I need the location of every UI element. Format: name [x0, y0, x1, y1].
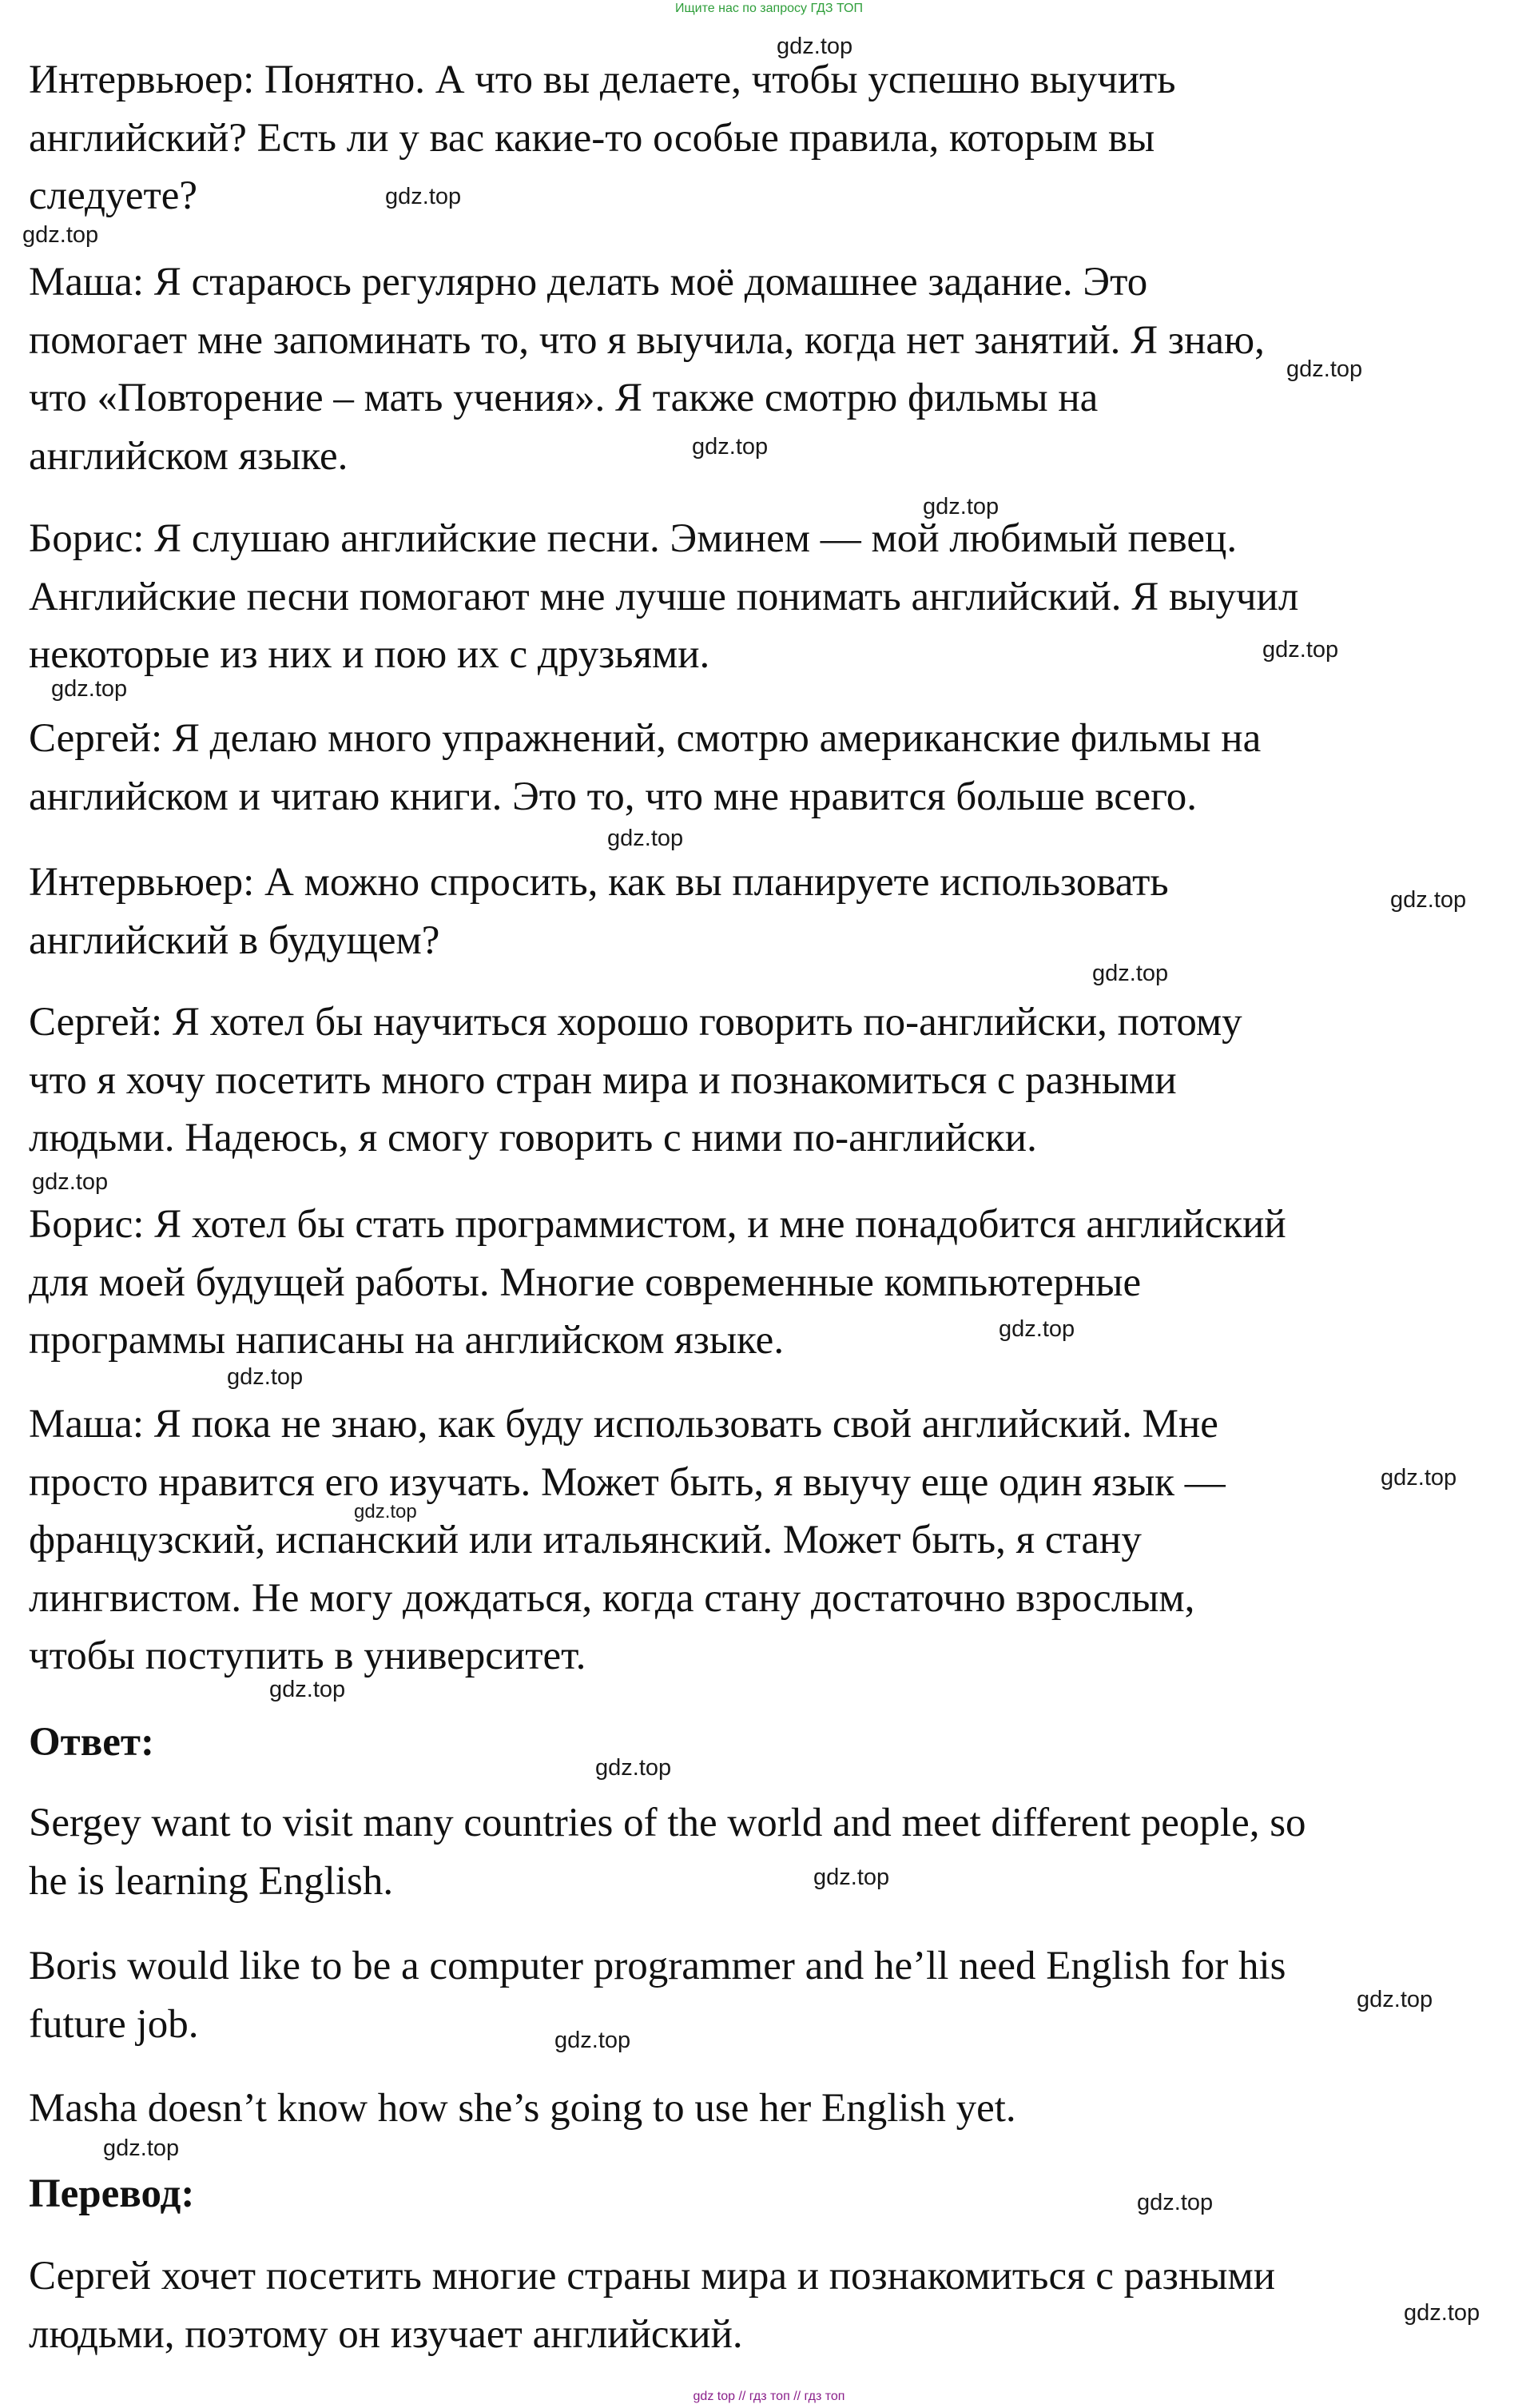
dialogue-paragraph [29, 993, 1515, 1168]
watermark: gdz.top [777, 34, 853, 59]
text-line: лингвистом. Не могу дождаться, когда стану достаточно взрослым, [29, 1575, 1195, 1621]
watermark: gdz.top [607, 826, 684, 851]
watermark: gdz.top [32, 1169, 109, 1195]
translation-heading: Перевод: [29, 2171, 195, 2216]
watermark: gdz.top [51, 676, 128, 702]
text-line: Борис: Я слушаю английские песни. Эминем — мой любимый певец. [29, 516, 1238, 561]
text-line: Интервьюер: А можно спросить, как вы планируете использовать [29, 860, 1169, 905]
watermark: gdz.top [1357, 1987, 1433, 2012]
answer-paragraph [29, 2080, 1515, 2138]
watermark: gdz.top [1092, 961, 1169, 986]
text-line: английском языке. [29, 433, 348, 479]
answer-paragraph [29, 1794, 1515, 1910]
watermark: gdz.top [554, 2028, 631, 2053]
watermark: gdz.top [813, 1865, 890, 1890]
watermark: gdz.top [692, 434, 769, 460]
text-line: Маша: Я пока не знаю, как буду использовать свой английский. Мне [29, 1402, 1218, 1447]
watermark: gdz.top [1262, 637, 1339, 663]
dialogue-paragraph [29, 51, 1515, 225]
text-line: помогает мне запоминать то, что я выучила, когда нет занятий. Я знаю, [29, 317, 1265, 363]
dialogue-paragraph [29, 1196, 1515, 1370]
text-line: для моей будущей работы. Многие современные компьютерные [29, 1260, 1142, 1305]
watermark: gdz.top [385, 184, 462, 209]
watermark: gdz.top [1286, 356, 1363, 382]
text-line: Masha doesn’t know how she’s going to use her English yet. [29, 2086, 1016, 2131]
text-line: Сергей хочет посетить многие страны мира и познакомиться с разными [29, 2254, 1276, 2299]
text-line: Маша: Я стараюсь регулярно делать моё домашнее задание. Это [29, 260, 1148, 304]
text-line: Boris would like to be a computer programmer and he’ll need English for his [29, 1944, 1286, 1988]
watermark: gdz.top [1381, 1465, 1457, 1491]
text-line: Борис: Я хотел бы стать программистом, и мне понадобится английский [29, 1202, 1286, 1247]
text-line: Интервьюер: Понятно. А что вы делаете, чтобы успешно выучить [29, 58, 1176, 102]
text-line: людьми, поэтому он изучает английский. [29, 2311, 743, 2357]
text-line: просто нравится его изучать. Может быть, я выучу еще один язык — [29, 1459, 1226, 1505]
watermark: gdz.top [227, 1364, 304, 1390]
text-line: чтобы поступить в университет. [29, 1634, 586, 1678]
text-line: английский? Есть ли у вас какие-то особые правила, которым вы [29, 115, 1155, 161]
text-line: французский, испанский или итальянский. Может быть, я стану [29, 1518, 1142, 1562]
text-line: Сергей: Я хотел бы научиться хорошо говорить по-английски, потому [29, 1000, 1242, 1045]
answer-paragraph [29, 1937, 1515, 2053]
text-line: программы написаны на английском языке. [29, 1318, 785, 1363]
dialogue-paragraph [29, 1395, 1515, 1686]
watermark: gdz.top [354, 1501, 417, 1522]
footer-banner: gdz top // гдз топ // гдз топ [693, 2390, 845, 2403]
text-line: английский в будущем? [29, 917, 440, 963]
watermark: gdz.top [103, 2135, 180, 2161]
answer-heading: Ответ: [29, 1720, 154, 1765]
top-banner: Ищите нас по запросу ГДЗ ТОП [675, 2, 863, 15]
watermark: gdz.top [269, 1677, 346, 1702]
text-line: английском и читаю книги. Это то, что мне нравится больше всего. [29, 774, 1198, 819]
text-line: Сергей: Я делаю много упражнений, смотрю американские фильмы на [29, 716, 1262, 761]
text-line: что я хочу посетить много стран мира и познакомиться с разными [29, 1057, 1177, 1103]
watermark: gdz.top [1390, 887, 1467, 913]
text-line: he is learning English. [29, 1858, 394, 1904]
text-line: людьми. Надеюсь, я смогу говорить с ними по-английски. [29, 1116, 1037, 1160]
watermark: gdz.top [999, 1316, 1075, 1342]
text-line: некоторые из них и пою их с друзьями. [29, 632, 710, 677]
watermark: gdz.top [1404, 2300, 1480, 2326]
dialogue-paragraph [29, 710, 1515, 826]
text-line: Sergey want to visit many countries of the world and meet different people, so [29, 1801, 1306, 1845]
watermark: gdz.top [595, 1755, 672, 1781]
text-line: future job. [29, 2001, 199, 2047]
text-line: Английские песни помогают мне лучше понимать английский. Я выучил [29, 574, 1299, 619]
translation-paragraph [29, 2247, 1515, 2363]
watermark: gdz.top [1137, 2190, 1214, 2215]
text-line: следуете? [29, 173, 198, 218]
text-line: что «Повторение – мать учения». Я также смотрю фильмы на [29, 376, 1099, 420]
watermark: gdz.top [22, 222, 99, 248]
dialogue-paragraph [29, 854, 1515, 969]
watermark: gdz.top [923, 494, 1000, 519]
